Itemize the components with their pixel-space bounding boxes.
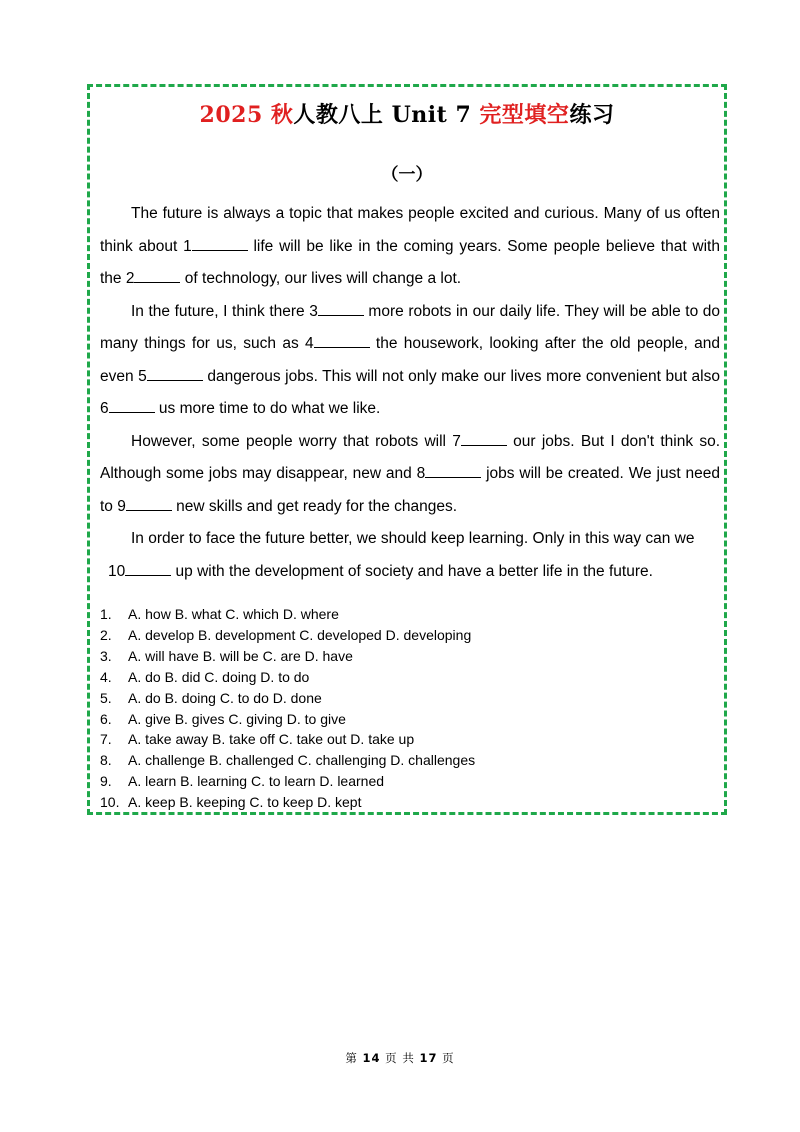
option-number: 4. <box>100 668 112 685</box>
blank-5[interactable] <box>147 379 203 381</box>
option-number: 8. <box>100 752 112 769</box>
option-item <box>100 729 700 750</box>
passage-text: our jobs. But I don't think so. Although some jobs may disappear, new and 8 <box>100 432 721 482</box>
option-number: 5. <box>100 689 112 706</box>
passage-text: life will be like in the coming years. Some people believe that with the 2 <box>100 237 720 287</box>
passage-text: us more time to do what we like. <box>154 400 381 417</box>
blank-4[interactable] <box>314 346 370 348</box>
blank-3[interactable] <box>318 314 364 316</box>
footer-post: 页 <box>442 1051 455 1065</box>
passage-text: However, some people worry that robots will 7 <box>131 432 461 450</box>
option-choices: A. how B. what C. which D. where <box>128 606 339 622</box>
passage-text: more robots in our daily life. They will be able to do many things for us, such as 4 <box>100 302 720 352</box>
footer-total-pages: 17 <box>419 1051 438 1065</box>
passage-text: the housework, looking after the old people, and even 5 <box>100 335 720 385</box>
cloze-passage <box>100 198 720 588</box>
page-title <box>87 98 727 129</box>
options-list <box>100 604 700 813</box>
passage-text: In order to face the future better, we should keep learning. Only in this way can we <box>131 530 695 547</box>
title-suffix: 练习 <box>569 102 615 128</box>
option-number: 9. <box>100 773 112 790</box>
passage-text: of technology, our lives will change a lot. <box>180 270 462 287</box>
blank-8[interactable] <box>425 476 481 478</box>
option-number: 1. <box>100 606 112 622</box>
passage-text: jobs will be created. We just need to 9 <box>100 465 720 515</box>
footer-page-number: 14 <box>362 1051 381 1065</box>
option-item <box>100 646 700 667</box>
option-item <box>100 771 700 792</box>
paragraph-1 <box>100 198 720 296</box>
paragraph-4 <box>100 523 720 556</box>
paragraph-4-continued <box>100 556 720 589</box>
passage-text: 10 <box>108 562 126 580</box>
option-choices: A. take away B. take off C. take out D. take up <box>128 731 415 748</box>
option-item <box>100 792 700 813</box>
title-exercise-type: 完型填空 <box>479 102 570 128</box>
option-choices: A. keep B. keeping C. to keep D. kept <box>128 794 362 811</box>
section-label: （一） <box>381 165 433 185</box>
blank-1[interactable] <box>192 249 248 251</box>
option-number: 10. <box>100 794 120 811</box>
blank-6[interactable] <box>109 411 155 413</box>
option-number: 7. <box>100 731 112 748</box>
blank-10[interactable] <box>125 574 171 576</box>
option-choices: A. will have B. will be C. are D. have <box>128 647 353 664</box>
footer-pre: 第 <box>345 1051 358 1065</box>
passage-text: new skills and get ready for the changes. <box>171 497 458 515</box>
paragraph-3 <box>100 426 720 524</box>
option-number: 3. <box>100 647 112 664</box>
passage-text: dangerous jobs. This will not only make our lives more convenient but also 6 <box>100 367 720 417</box>
option-item <box>100 625 700 646</box>
passage-text: up with the development of society and have a better life in the future. <box>171 562 653 580</box>
passage-text: The future is always a topic that makes people excited and curious. Many of us often think about 1 <box>100 205 720 255</box>
option-number: 6. <box>100 710 112 727</box>
page-footer <box>0 1050 800 1066</box>
option-item <box>100 688 700 709</box>
option-item <box>100 667 700 688</box>
footer-mid: 页 共 <box>385 1051 415 1065</box>
option-choices: A. give B. gives C. giving D. to give <box>128 710 346 727</box>
paragraph-2 <box>100 296 720 426</box>
option-item <box>100 604 700 625</box>
option-choices: A. challenge B. challenged C. challenging D. challenges <box>128 752 476 769</box>
option-choices: A. do B. doing C. to do D. done <box>128 689 322 706</box>
blank-2[interactable] <box>134 281 180 283</box>
option-item <box>100 709 700 730</box>
blank-9[interactable] <box>126 509 172 511</box>
option-choices: A. develop B. development C. developed D. developing <box>128 626 472 643</box>
title-year-season: 2025 秋 <box>199 102 294 128</box>
option-number: 2. <box>100 626 112 643</box>
option-choices: A. learn B. learning C. to learn D. learned <box>128 773 385 790</box>
title-textbook-unit: 人教八上 Unit 7 <box>293 102 480 128</box>
blank-7[interactable] <box>461 444 507 446</box>
option-choices: A. do B. did C. doing D. to do <box>128 668 310 685</box>
passage-text: In the future, I think there 3 <box>131 302 318 320</box>
option-item <box>100 750 700 771</box>
